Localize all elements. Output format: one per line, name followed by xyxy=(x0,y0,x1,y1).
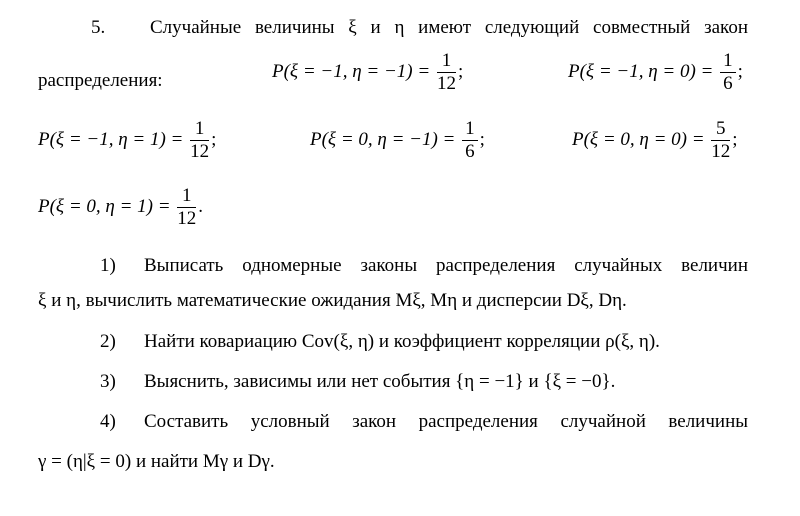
fraction xyxy=(190,119,209,162)
punct: . xyxy=(198,195,204,217)
prob-formula-5 xyxy=(572,119,738,162)
item-2-number: 2) xyxy=(100,331,116,352)
prob-expr: P(ξ = −1, η = 0) = xyxy=(568,60,714,82)
prob-expr: P(ξ = 0, η = 1) = xyxy=(38,195,171,217)
prob-expr: P(ξ = −1, η = −1) = xyxy=(272,60,431,82)
item-1-number: 1) xyxy=(100,255,116,276)
punct: ; xyxy=(732,128,738,150)
prob-formula-2 xyxy=(568,51,743,94)
numerator: 1 xyxy=(462,119,478,141)
prob-expr: P(ξ = −1, η = 1) = xyxy=(38,128,184,150)
prob-formula-6 xyxy=(38,186,203,229)
prob-expr: P(ξ = 0, η = 0) = xyxy=(572,128,705,150)
numerator: 5 xyxy=(711,119,730,141)
item-3-text: Выяснить, зависимы или нет события {η = −1} и {ξ = −0}. xyxy=(144,371,616,392)
denominator: 6 xyxy=(465,141,475,162)
denominator: 12 xyxy=(190,141,210,162)
fraction xyxy=(437,51,456,94)
item-3-number: 3) xyxy=(100,371,116,392)
numerator: 1 xyxy=(177,186,196,208)
fraction xyxy=(711,119,730,162)
item-1-line2: ξ и η, вычислить математические ожидания Mξ, Mη и дисперсии Dξ, Dη. xyxy=(38,290,627,311)
fraction xyxy=(720,51,736,94)
punct: ; xyxy=(457,60,464,82)
prob-formula-3 xyxy=(38,119,216,162)
fraction xyxy=(462,119,478,162)
prob-formula-4 xyxy=(310,119,485,162)
punct: ; xyxy=(479,128,485,150)
task-intro-line1: Случайные величины ξ и η имеют следующий совместный закон xyxy=(150,17,748,38)
task-number: 5. xyxy=(91,17,106,38)
fraction xyxy=(177,186,196,229)
task-intro-line2: распределения: xyxy=(38,70,163,91)
numerator: 1 xyxy=(720,51,736,73)
denominator: 12 xyxy=(436,73,456,94)
numerator: 1 xyxy=(190,119,209,141)
item-4-line1: Составить условный закон распределения случайной величины xyxy=(144,411,748,432)
denominator: 12 xyxy=(177,208,197,229)
denominator: 12 xyxy=(711,141,731,162)
punct: ; xyxy=(211,128,217,150)
punct: ; xyxy=(737,60,743,82)
prob-formula-1 xyxy=(272,51,463,94)
prob-expr: P(ξ = 0, η = −1) = xyxy=(310,128,456,150)
denominator: 6 xyxy=(723,73,733,94)
numerator: 1 xyxy=(437,51,456,73)
item-4-line2: γ = (η|ξ = 0) и найти Mγ и Dγ. xyxy=(38,451,275,472)
item-4-number: 4) xyxy=(100,411,116,432)
item-1-line1: Выписать одномерные законы распределения случайных величин xyxy=(144,255,748,276)
item-2-text: Найти ковариацию Cov(ξ, η) и коэффициент корреляции ρ(ξ, η). xyxy=(144,331,660,352)
